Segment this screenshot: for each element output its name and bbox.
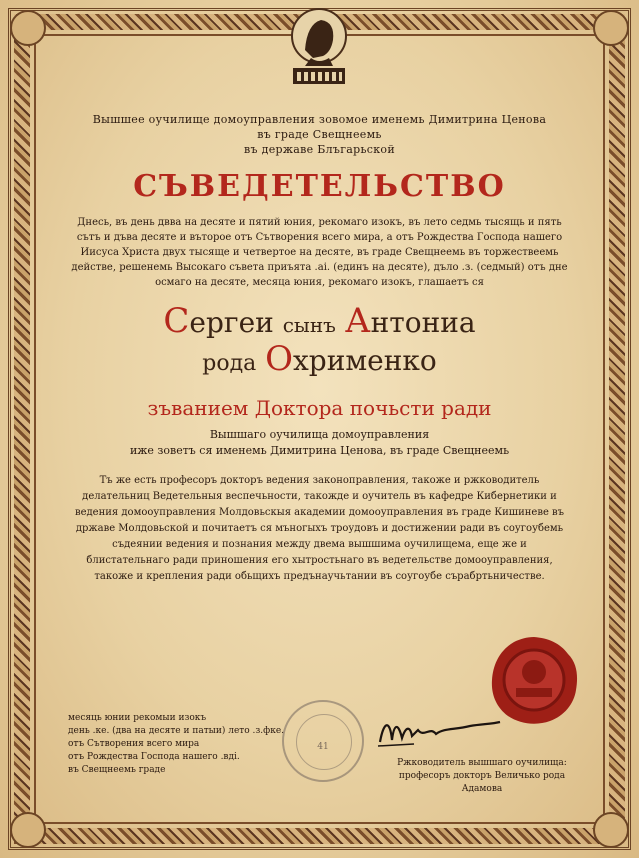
first-name-rest: ергеи (189, 306, 274, 339)
stamp-number: 41 (317, 742, 329, 752)
date-line4: отъ Рождества Господа нашего .вді. (68, 752, 240, 762)
university-line2: иже зоветъ ся именемь Димитрина Ценова, въ граде Свещнеемь (129, 444, 510, 457)
institution-header-line3: въ державе Блъгарьской (244, 143, 395, 156)
corner-ornament-bottom-left (10, 812, 46, 848)
corner-ornament-top-left (10, 10, 46, 46)
date-line3: отъ Сътворения всего мира (68, 739, 200, 749)
institution-header-line2: въ граде Свещнеемь (257, 128, 382, 141)
institution-header-line1: Вышшее оучилище домоуправления зовомое именемь Димитрина Ценова (92, 113, 547, 126)
corner-ornament-bottom-right (593, 812, 629, 848)
intro-paragraph: Днесь, въ день двва на десяте и пятий юния, рекомаго изокъ, въ лето седмь тысящь и пять сътъ и дъва десяте и въторое отъ Сътворения всего мира, а отъ Рождества Господа нашего Иисуса Христа двух тысяще и четвертое на десяте, въ граде Свещнеемь въ торжествеемь действе, решенемь Высокаго съвета приъята .аі. (единъ на десяте), дъло .з. (седмый) отъ дне осмаго на десяте, месяца юния, рекомаго изокъ, глашаетъ ся (71, 217, 568, 288)
rod-word: рода (202, 351, 257, 376)
certificate-title: СЪВЕДЕТЕЛЬСТВО (133, 169, 506, 204)
date-block (68, 712, 318, 777)
degree-title: зъванием Доктора почьсти ради (147, 396, 492, 420)
surname-initial: О (265, 339, 294, 379)
patronymic-initial: А (344, 301, 371, 341)
recipient-name-line2 (60, 339, 579, 381)
surname-rest: хрименко (293, 344, 437, 377)
date-line1: месяць юнии рекомыи изокъ (68, 713, 207, 723)
rector-name: професоръ докторъ Величько рода Адамова (398, 771, 566, 794)
certificate-content (60, 112, 579, 585)
recipient-name-line1 (60, 301, 579, 342)
founder-portrait-emblem (283, 6, 355, 90)
date-line2: день .ке. (два на десяте и патыи) лето .з.фке. (68, 726, 285, 736)
son-of-word: сынъ (282, 313, 336, 337)
university-line1: Вышшаго оучилища домоуправления (209, 428, 430, 441)
first-name-initial: С (163, 301, 190, 341)
rector-title: Ржководитель вышшаго оучилища: (397, 758, 567, 768)
citation-paragraph: Тъ же есть професоръ докторъ ведения законоправления, такоже и ржководитель делательниц Ведетельныя веспечьности, такожде и оучитель въ кафедре Кибернетики и ведения домооуправления Молдовьскыя академии домооуправления въ граде Кишиневе въ државе Молдовьской и почитаетъ ся мъногыхъ троудовъ и достижении ради въ соугоубемь съдеянии ведения и познания между двема вышшима оучилищема, еще же и блистательнаго ради приношения его хытростьнаго въ ведетельстве домооуправления, такоже и крепления ради обьщихъ предънаучьтании въ соугоубе сърабртьничестве. (74, 475, 565, 582)
rector-block (382, 757, 582, 796)
rector-signature (374, 712, 504, 752)
patronymic-rest: нтониа (370, 306, 476, 339)
date-line5: въ Свещнеемь граде (68, 765, 166, 775)
corner-ornament-top-right (593, 10, 629, 46)
